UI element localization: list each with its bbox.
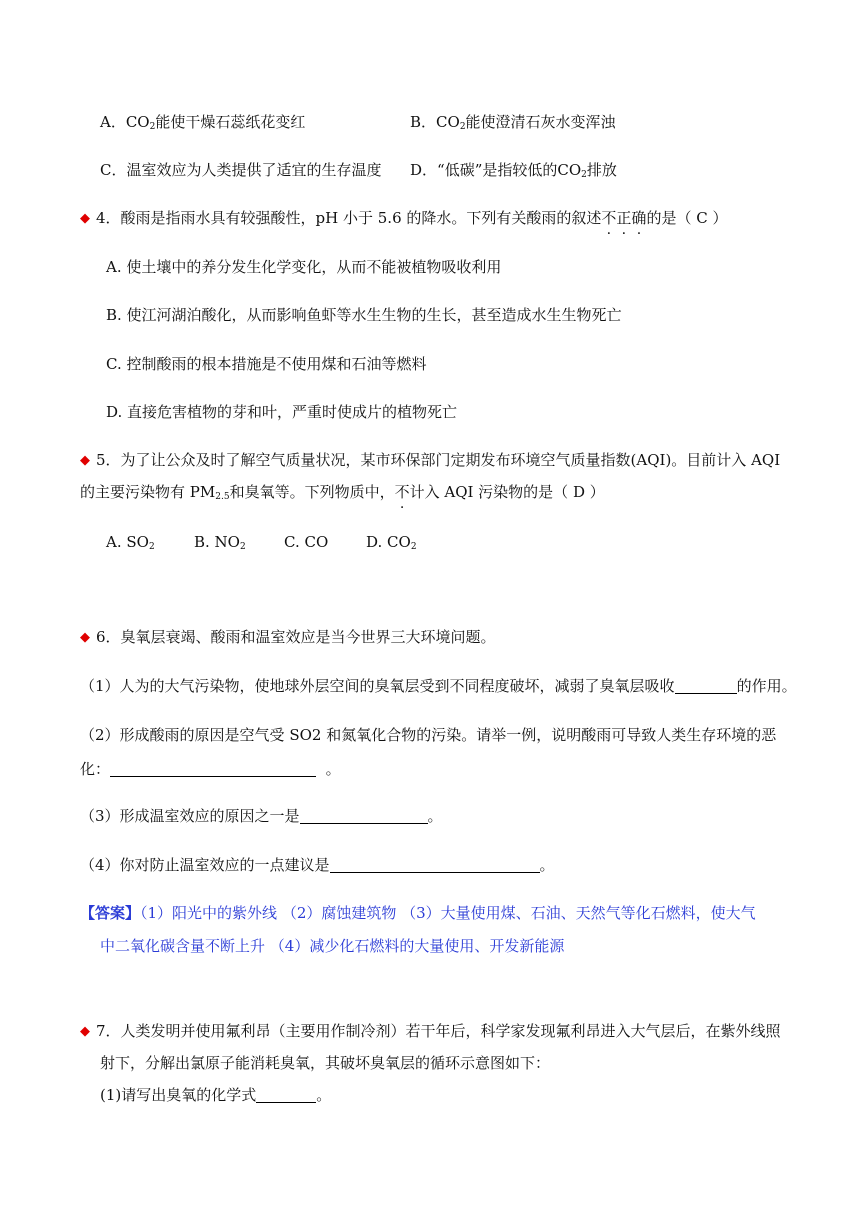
answer-blank[interactable] — [330, 858, 540, 873]
q5-stem-line2: 的主要污染物有 $PM_{2.5}$和臭氧等。下列物质中，不计入 AQI 污染物的是（ D ） — [80, 483, 605, 502]
q6-part4: （4）你对防止温室效应的一点建议是 。 — [80, 856, 555, 874]
q6-part1: （1）人为的大气污染物，使地球外层空间的臭氧层受到不同程度破坏，减弱了臭氧层吸收 的作用。 — [80, 677, 797, 695]
q7-stem-line1: ◆ 7．人类发明并使用氟利昂（主要用作制冷剂）若干年后，科学家发现氟利昂进入大气层后，在紫外线照 — [80, 1022, 781, 1040]
q4-option-b: B. 使江河湖泊酸化，从而影响鱼虾等水生生物的生长，甚至造成水生生物死亡 — [106, 306, 622, 324]
q5-stem-line1: ◆ 5．为了让公众及时了解空气质量状况，某市环保部门定期发布环境空气质量指数(AQI)。目前计入 AQI — [80, 451, 781, 469]
q3-option-a: A．$CO_2$能使干燥石蕊纸花变红 — [100, 113, 306, 132]
red-diamond-icon: ◆ — [80, 453, 90, 468]
q4-option-a: A. 使土壤中的养分发生化学变化，从而不能被植物吸收利用 — [106, 258, 502, 276]
answer-blank[interactable] — [110, 762, 316, 777]
q5-option-d: D. $CO_2$ — [366, 533, 417, 552]
q6-part2-line2: 化： 。 — [80, 760, 341, 778]
q6-stem: ◆ 6．臭氧层衰竭、酸雨和温室效应是当今世界三大环境问题。 — [80, 628, 496, 646]
red-diamond-icon: ◆ — [80, 630, 90, 645]
answer-blank[interactable] — [675, 679, 737, 694]
q6-part3: （3）形成温室效应的原因之一是 。 — [80, 807, 443, 825]
q5-option-c: C. CO — [284, 533, 329, 551]
q5-option-b: B. $NO_2$ — [194, 533, 246, 552]
q3-option-d: D．“低碳”是指较低的$CO_2$排放 — [410, 161, 617, 180]
q4-option-d: D. 直接危害植物的芽和叶，严重时使成片的植物死亡 — [106, 403, 458, 421]
red-diamond-icon: ◆ — [80, 211, 90, 226]
answer-blank[interactable] — [300, 809, 428, 824]
q4-stem: ◆ 4．酸雨是指雨水具有较强酸性，pH 小于 5.6 的降水。下列有关酸雨的叙述不正确的是（ C ） — [80, 209, 728, 227]
q4-option-c: C. 控制酸雨的根本措施是不使用煤和石油等燃料 — [106, 355, 427, 373]
q3-option-c: C．温室效应为人类提供了适宜的生存温度 — [100, 161, 382, 179]
answer-blank[interactable] — [256, 1088, 316, 1103]
q6-answer-line1: 【答案】（1）阳光中的紫外线 （2）腐蚀建筑物 （3）大量使用煤、石油、天然气等化石燃料，使大气 — [80, 904, 756, 922]
q6-part2-line1: （2）形成酸雨的原因是空气受 SO2 和氮氧化合物的污染。请举一例，说明酸雨可导致人类生存环境的恶 — [80, 726, 777, 744]
q7-stem-line2: 射下，分解出氯原子能消耗臭氧，其破坏臭氧层的循环示意图如下： — [100, 1054, 551, 1072]
red-diamond-icon: ◆ — [80, 1024, 90, 1039]
q7-part1: (1)请写出臭氧的化学式 。 — [100, 1086, 332, 1104]
q5-option-a: A. $SO_2$ — [106, 533, 155, 552]
q6-answer-line2: 中二氧化碳含量不断上升 （4）减少化石燃料的大量使用、开发新能源 — [100, 937, 565, 955]
q3-option-b: B．$CO_2$能使澄清石灰水变浑浊 — [410, 113, 616, 132]
